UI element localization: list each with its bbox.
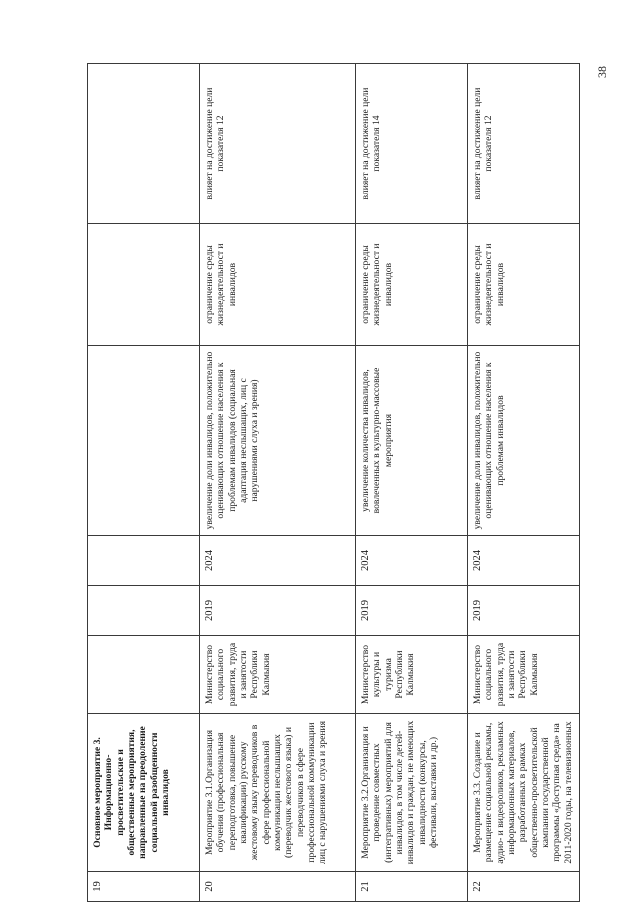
expected-result: увеличение количества инвалидов, вовлеченных в культурно-массовые мероприятия (356, 346, 468, 536)
row-number: 22 (468, 872, 580, 902)
page-number: 38 (595, 66, 609, 78)
event-name (468, 714, 580, 872)
consequence: ограничение среды жизнедеятельност и инвалидов (356, 224, 468, 346)
end-year: 2024 (200, 536, 356, 586)
event-name-text: Мероприятие 3.3. Создание и размещение социальной рекламы, аудио- и видеороликов, рекламных информационных материалов, разработанных в рамках общественно-просветительской кампании государственной программы «Доступная среда» на 2011-2020 годы, на телевизионных (472, 721, 574, 864)
event-name: Мероприятие 3.1.Организация обучения (профессиональная переподготовка, повышение квалификации) русскому жестовому языку переводчиков в сфере профессиональной коммуникации неслышащих (переводчик жестового языка) и переводчиков в сфере профессиональной коммуникации лиц с нарушениями слуха и зрения (200, 714, 356, 872)
table-row (356, 64, 468, 902)
indicator-link: влияет на достижение цели показателя 12 (468, 64, 580, 224)
indicator-link: влияет на достижение цели показателя 12 (200, 64, 356, 224)
expected-result: увеличение доли инвалидов, положительно оценивающих отношение населения к проблемам инвалидов (социальная адаптация неслышащих, лиц с нарушениями слуха и зрения) (200, 346, 356, 536)
executor: Министерство социального развития, труда и занятости Республики Калмыкия (200, 636, 356, 714)
end-year: 2024 (468, 536, 580, 586)
executor: Министерство культуры и туризма Республики Калмыкия (356, 636, 468, 714)
start-year: 2019 (200, 586, 356, 636)
start-year (88, 586, 200, 636)
row-number: 19 (88, 872, 200, 902)
row-number: 20 (200, 872, 356, 902)
consequence (88, 224, 200, 346)
indicator-link (88, 64, 200, 224)
executor (88, 636, 200, 714)
event-name: Мероприятие 3.2.Организация и проведение совместных (интегративных) мероприятий для инвалидов, в том числе детей-инвалидов и граждан, не имеющих инвалидности (конкурсы, фестивали, выставки и др.) (356, 714, 468, 872)
event-name: Основное мероприятие 3. Информационно-просветительские и общественные мероприятия, направленные на преодоление социальной разобщенности инвалидов (88, 714, 200, 872)
table-row (200, 64, 356, 902)
consequence: ограничение среды жизнедеятельност и инвалидов (200, 224, 356, 346)
rotated-table-container (87, 64, 579, 902)
program-events-table (87, 63, 580, 902)
start-year: 2019 (356, 586, 468, 636)
executor: Министерство социального развития, труда и занятости Республики Калмыкия (468, 636, 580, 714)
expected-result: увеличение доли инвалидов, положительно оценивающих отношение населения к проблемам инвалидов (468, 346, 580, 536)
end-year: 2024 (356, 536, 468, 586)
end-year (88, 536, 200, 586)
table-row (88, 64, 200, 902)
expected-result (88, 346, 200, 536)
indicator-link: влияет на достижение цели показателя 14 (356, 64, 468, 224)
table-row (468, 64, 580, 902)
row-number: 21 (356, 872, 468, 902)
start-year: 2019 (468, 586, 580, 636)
consequence: ограничение среды жизнедеятельност и инвалидов (468, 224, 580, 346)
